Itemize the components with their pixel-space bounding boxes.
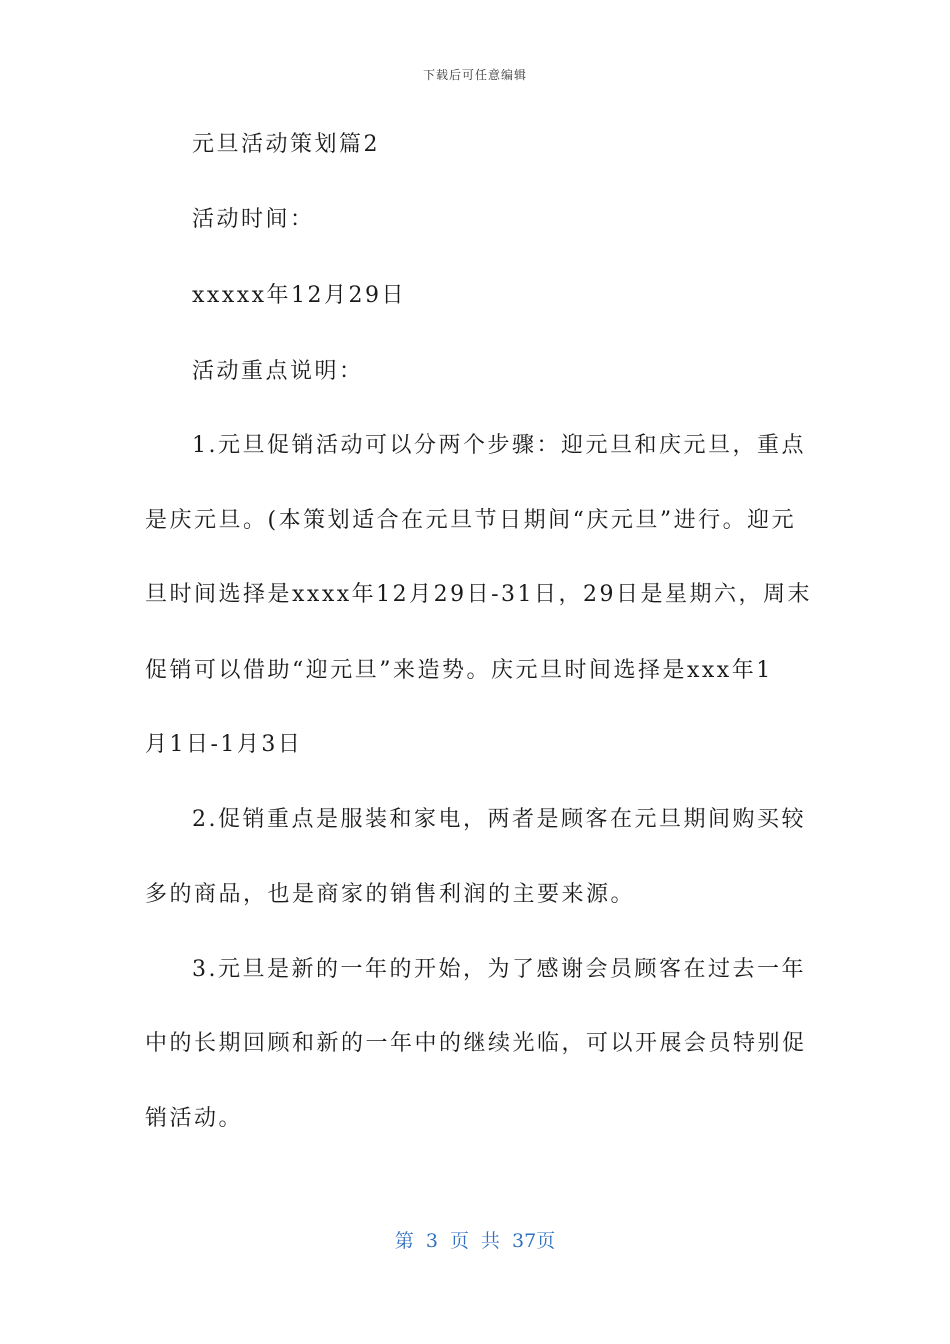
activity-date: xxxxx年12月29日 bbox=[192, 283, 407, 308]
paragraph-line: 2.促销重点是服装和家电，两者是顾客在元旦期间购买较 bbox=[192, 807, 806, 832]
paragraph-line: 中的长期回顾和新的一年中的继续光临，可以开展会员特别促 bbox=[145, 1031, 807, 1056]
section-title: 元旦活动策划篇2 bbox=[192, 132, 380, 157]
paragraph-line: 促销可以借助“迎元旦”来造势。庆元旦时间选择是xxx年1 bbox=[145, 658, 773, 683]
paragraph-line: 多的商品，也是商家的销售利润的主要来源。 bbox=[145, 882, 636, 907]
activity-time-label: 活动时间： bbox=[192, 207, 315, 232]
page-number-footer: 第 3 页 共 37页 bbox=[394, 1230, 556, 1252]
key-points-label: 活动重点说明： bbox=[192, 359, 364, 384]
paragraph-line: 月1日-1月3日 bbox=[145, 732, 303, 757]
paragraph-line: 旦时间选择是xxxx年12月29日-31日，29日是星期六，周末 bbox=[145, 582, 813, 607]
header-note: 下载后可任意编辑 bbox=[422, 68, 527, 82]
paragraph-line: 1.元旦促销活动可以分两个步骤：迎元旦和庆元旦，重点 bbox=[192, 433, 806, 458]
paragraph-line: 3.元旦是新的一年的开始，为了感谢会员顾客在过去一年 bbox=[192, 957, 806, 982]
paragraph-line: 销活动。 bbox=[145, 1106, 244, 1131]
paragraph-line: 是庆元旦。(本策划适合在元旦节日期间“庆元旦”进行。迎元 bbox=[145, 508, 797, 533]
